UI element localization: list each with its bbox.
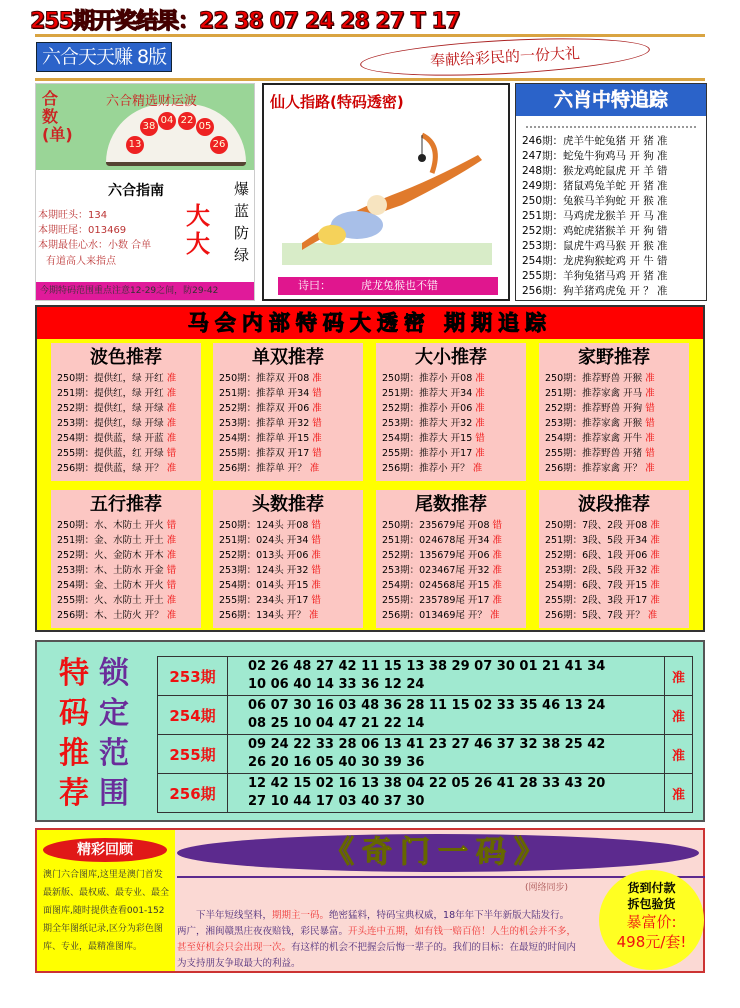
result-mark: 错	[166, 448, 177, 459]
review-text: 澳门六合图库,这里是澳门首发最新版、最权威、最专业、最全面图库,随时提供查看001-152期全年图纸记录,区分为彩色图库、专业，最精准图库。	[43, 870, 170, 952]
recommend-text: 253期：2段、5段 开32	[545, 565, 648, 576]
lock-range-label: 锁定范围	[99, 656, 129, 811]
cartoon-illustration	[282, 125, 492, 265]
recommend-title: 家野推荐	[578, 347, 650, 368]
result-mark: 准	[308, 610, 319, 621]
recommend-text: 251期：提供红，绿 开红	[57, 388, 164, 399]
recommend-row	[51, 431, 201, 446]
price-value: 498元/套!	[616, 933, 687, 951]
result-mark: 准	[475, 418, 485, 429]
lock-row	[158, 657, 693, 696]
numbers-line: 12 42 15 02 16 13 38 04 22 05 26 41 28 33 43 20	[248, 776, 606, 791]
recommend-text: 253期：推荐单 开32	[219, 418, 310, 429]
recommend-row	[539, 371, 689, 386]
recommend-row	[51, 461, 201, 476]
lock-row	[158, 735, 693, 774]
color-tip: 爆蓝防绿	[234, 180, 250, 264]
recommend-text: 256期：013469尾 开？	[382, 610, 487, 621]
guide-line: 本期旺头：134	[38, 210, 108, 221]
result-mark: 错	[645, 418, 655, 429]
result-mark: 准	[665, 735, 693, 774]
recommend-text: 251期：024头 开34	[219, 535, 309, 546]
recommend-row	[213, 608, 363, 623]
result-mark: 错	[645, 403, 655, 414]
guide-line: 本期旺尾：013469	[38, 225, 127, 236]
recommend-title: 头数推荐	[252, 494, 324, 515]
recommend-box	[376, 343, 526, 481]
recommend-row	[213, 461, 363, 476]
gift-slogan: 奉献给彩民的一份大礼	[359, 32, 650, 81]
recommend-row	[213, 431, 363, 446]
recommend-row	[51, 563, 201, 578]
recommend-box	[51, 490, 201, 628]
result-mark: 准	[645, 373, 655, 384]
zodiac-row: 251期：马鸡虎龙猴羊 开 马 准	[522, 210, 668, 222]
result-mark: 准	[166, 403, 177, 414]
result-mark: 错	[312, 418, 322, 429]
result-mark: 准	[311, 580, 321, 591]
period: 255期	[158, 735, 228, 774]
numbers-line: 08 25 10 04 47 21 22 14	[248, 716, 425, 731]
result-mark: 准	[665, 774, 693, 813]
number-ball: 26	[210, 136, 228, 154]
recommend-row	[376, 533, 526, 548]
immortal-panel	[262, 83, 510, 301]
result-mark: 错	[311, 520, 321, 531]
recommend-text: 253期：推荐家禽 开猴	[545, 418, 643, 429]
recommend-text: 256期：134头 开？	[219, 610, 306, 621]
recommend-row	[539, 446, 689, 461]
result-mark: 错	[166, 580, 177, 591]
result-mark: 错	[475, 433, 485, 444]
numbers	[228, 735, 665, 774]
recommend-text: 255期：火、水防土 开土	[57, 595, 164, 606]
divider	[35, 78, 705, 81]
recommend-text: 250期：7段、2段 开08	[545, 520, 648, 531]
recommend-row	[213, 548, 363, 563]
recommend-text: 252期：135679尾 开06	[382, 550, 490, 561]
zodiac-row: 253期：鼠虎牛鸡马猴 开 猴 准	[522, 240, 668, 252]
fan-section	[36, 84, 254, 170]
result-mark: 准	[475, 403, 485, 414]
recommend-row	[539, 593, 689, 608]
recommend-row	[51, 401, 201, 416]
zodiac-row: 252期：鸡蛇虎猪猴羊 开 狗 错	[522, 225, 668, 237]
result-mark: 准	[650, 535, 660, 546]
ad-paragraph	[177, 908, 577, 972]
ad-text: 有这样的机会不把握会后悔一辈子的。我们的目标：在最短的时间内为支持朋友争取最大的利益。	[177, 942, 577, 969]
result-mark: 准	[650, 580, 660, 591]
result-mark: 准	[489, 610, 500, 621]
recommend-row	[213, 533, 363, 548]
recommend-text: 250期：235679尾 开08	[382, 520, 490, 531]
six-zodiac-title: 六肖中特追踪	[516, 84, 706, 116]
recommend-row	[539, 386, 689, 401]
recommend-text: 254期：6段、7段 开15	[545, 580, 648, 591]
recommend-row	[376, 518, 526, 533]
recommend-row	[539, 461, 689, 476]
recommend-text: 255期：推荐双 开17	[219, 448, 310, 459]
result-mark: 准	[650, 520, 660, 531]
recommend-text: 255期：234头 开17	[219, 595, 309, 606]
result-mark: 准	[166, 610, 177, 621]
zodiac-row: 249期：猪鼠鸡兔羊蛇 开 猪 准	[522, 180, 668, 192]
result-mark: 错	[311, 565, 321, 576]
zodiac-row: 255期：羊狗兔猪马鸡 开 猪 准	[522, 270, 668, 282]
fan-side-label: 合数(单)	[42, 89, 73, 144]
zodiac-row: 247期：蛇兔牛狗鸡马 开 狗 准	[522, 150, 668, 162]
fan-icon	[106, 104, 246, 166]
recommend-row	[376, 548, 526, 563]
result-mark: 准	[492, 580, 503, 591]
guide-line: 有道高人来指点	[46, 256, 116, 267]
numbers	[228, 657, 665, 696]
recommend-text: 250期：推荐小 开08	[382, 373, 473, 384]
sync-label: (网络同步)	[525, 883, 569, 893]
result-mark: 准	[166, 535, 177, 546]
zodiac-row: 246期：虎羊牛蛇兔猪 开 猪 准	[522, 135, 668, 147]
recommend-row	[51, 386, 201, 401]
recommend-text: 252期：推荐野兽 开狗	[545, 403, 643, 414]
recommend-title: 单双推荐	[252, 347, 324, 368]
recommend-text: 254期：提供蓝，绿 开蓝	[57, 433, 164, 444]
price-label: 暴富价:	[626, 913, 677, 931]
recommend-text: 250期：水、木防土 开火	[57, 520, 164, 531]
number-ball: 13	[126, 136, 144, 154]
recommend-row	[51, 371, 201, 386]
number-ball: 22	[178, 112, 196, 130]
recommend-text: 252期：推荐小 开06	[382, 403, 473, 414]
recommend-row	[51, 548, 201, 563]
result-mark: 准	[665, 696, 693, 735]
numbers-line: 09 24 22 33 28 06 13 41 23 27 46 37 32 38 25 42	[248, 737, 606, 752]
recommend-text: 256期：推荐单 开？	[219, 463, 307, 474]
recommend-text: 254期：推荐家禽 开牛	[545, 433, 643, 444]
result-mark: 准	[166, 433, 177, 444]
deal-line: 货到付款	[627, 881, 676, 895]
qimen-banner: 《奇门一码》	[177, 834, 699, 872]
recommend-text: 256期：推荐家禽 开？	[545, 463, 643, 474]
recommend-text: 250期：124头 开08	[219, 520, 309, 531]
numbers-line: 10 06 40 14 33 36 12 24	[248, 677, 425, 692]
recommend-title: 五行推荐	[90, 494, 162, 515]
period: 256期	[158, 774, 228, 813]
big-label: 大大	[186, 202, 210, 258]
edition-label: 六合天天赚 8版	[36, 42, 172, 72]
recommend-row	[51, 416, 201, 431]
recommend-text: 254期：推荐大 开15	[382, 433, 473, 444]
zodiac-row: 256期：狗羊猪鸡虎兔 开 ？ 准	[522, 285, 668, 297]
result-mark: 准	[650, 565, 660, 576]
recommend-text: 253期：提供红，绿 开绿	[57, 418, 164, 429]
divider	[35, 34, 705, 37]
recommend-row	[539, 533, 689, 548]
lock-row	[158, 696, 693, 735]
recommend-text: 250期：推荐双 开08	[219, 373, 310, 384]
recommend-row	[376, 608, 526, 623]
recommend-row	[213, 563, 363, 578]
recommend-row	[376, 563, 526, 578]
guide-line: 本期最佳心水：小数 合单	[38, 240, 152, 251]
recommend-text: 255期：提供蓝，红 开绿	[57, 448, 164, 459]
deal-line: 拆包验货	[627, 897, 676, 911]
recommend-row	[539, 548, 689, 563]
result-mark: 准	[475, 448, 485, 459]
recommend-row	[51, 533, 201, 548]
recommend-row	[213, 416, 363, 431]
bottom-ad-section	[35, 828, 705, 973]
ad-text-highlight: 开头连中五期，如有钱一赔百倍！人生的机会并不多，甚至好机会只会出现一次。	[177, 926, 577, 953]
result-mark: 准	[312, 373, 322, 384]
recommend-text: 253期：124头 开32	[219, 565, 309, 576]
guide-title: 六合指南	[108, 183, 164, 199]
six-zodiac-panel	[515, 83, 707, 301]
recommend-text: 252期：提供红，绿 开绿	[57, 403, 164, 414]
recommend-text: 253期：023467尾 开32	[382, 565, 490, 576]
result-mark: 错	[312, 388, 322, 399]
numbers-line: 26 20 16 05 40 30 39 36	[248, 755, 425, 770]
recommend-title: 尾数推荐	[415, 494, 487, 515]
ad-text: 绝密猛料，特码宝典权威，18年年下半年新版大陆发行。两广，湘闽赣黑庄夜夜赔钱，彩民暴富。	[177, 910, 570, 937]
recommend-row	[539, 431, 689, 446]
result-mark: 准	[166, 595, 177, 606]
result-mark: 准	[492, 550, 503, 561]
period: 254期	[158, 696, 228, 735]
result-mark: 准	[475, 373, 485, 384]
fan-title: 六合精选财运波	[106, 94, 198, 109]
recommend-text: 251期：推荐大 开34	[382, 388, 473, 399]
immortal-title: 仙人指路(特码透密)	[270, 93, 404, 111]
result-mark: 准	[472, 463, 483, 474]
recommend-text: 255期：235789尾 开17	[382, 595, 490, 606]
recommend-text: 254期：024568尾 开15	[382, 580, 490, 591]
result-mark: 准	[645, 463, 655, 474]
recommend-text: 253期：木、土防水 开金	[57, 565, 164, 576]
range-tip: 今期特码范围重点注意12-29之间，防29-42	[36, 282, 254, 300]
numbers-line: 02 26 48 27 42 11 15 13 38 29 07 30 01 21 41 34	[248, 659, 606, 674]
lock-row	[158, 774, 693, 813]
review-box	[37, 830, 175, 971]
recommend-row	[539, 578, 689, 593]
recommend-row	[51, 578, 201, 593]
result-mark: 准	[492, 595, 503, 606]
fan-guide-panel	[35, 83, 255, 301]
recommend-row	[213, 386, 363, 401]
recommend-row	[539, 608, 689, 623]
poem-label: 诗曰：	[298, 279, 331, 292]
result-mark: 准	[650, 595, 660, 606]
recommend-row	[376, 371, 526, 386]
recommend-row	[213, 578, 363, 593]
recommend-text: 252期：6段、1段 开06	[545, 550, 648, 561]
recommend-row	[539, 563, 689, 578]
result-mark: 错	[312, 448, 322, 459]
recommend-row	[51, 518, 201, 533]
period: 253期	[158, 657, 228, 696]
recommend-row	[539, 401, 689, 416]
zodiac-row: 254期：龙虎狗猴蛇鸡 开 牛 错	[522, 255, 668, 267]
number-ball: 04	[158, 112, 176, 130]
recommend-box	[213, 343, 363, 481]
recommend-text: 254期：金、土防木 开火	[57, 580, 164, 591]
recommend-box	[51, 343, 201, 481]
recommend-text: 252期：推荐双 开06	[219, 403, 310, 414]
recommend-text: 256期：5段、7段 开？	[545, 610, 645, 621]
recommend-row	[51, 608, 201, 623]
recommend-title: 大小推荐	[415, 347, 487, 368]
numbers-line: 27 10 44 17 03 40 37 30	[248, 794, 425, 809]
recommend-text: 253期：推荐大 开32	[382, 418, 473, 429]
review-title: 精彩回顾	[43, 838, 167, 862]
recommend-row	[539, 518, 689, 533]
result-mark: 准	[166, 463, 177, 474]
number-ball: 38	[140, 118, 158, 136]
lock-range-section	[35, 640, 705, 822]
draw-result-title: 255期开奖结果：22 38 07 24 28 27 T 17	[30, 9, 460, 34]
result-mark: 准	[309, 463, 320, 474]
recommend-row	[51, 446, 201, 461]
special-code-section	[35, 305, 705, 632]
recommend-text: 256期：木、土防火 开？	[57, 610, 164, 621]
result-mark: 错	[166, 565, 177, 576]
six-zodiac-list	[516, 134, 706, 299]
recommend-row	[376, 431, 526, 446]
result-mark: 错	[166, 520, 177, 531]
recommend-text: 256期：推荐小 开？	[382, 463, 470, 474]
recommend-row	[376, 578, 526, 593]
result-mark: 准	[312, 403, 322, 414]
ad-text: 下半年短线坚料，	[196, 910, 273, 921]
result-mark: 准	[166, 418, 177, 429]
result-mark: 错	[492, 520, 503, 531]
recommend-row	[376, 401, 526, 416]
recommend-row	[376, 386, 526, 401]
recommend-row	[376, 593, 526, 608]
recommend-text: 255期：推荐小 开17	[382, 448, 473, 459]
result-mark: 准	[475, 388, 485, 399]
recommend-text: 251期：金、水防土 开土	[57, 535, 164, 546]
section-banner: 马会内部特码大透密 期期追踪	[37, 307, 703, 339]
recommend-text: 251期：推荐单 开34	[219, 388, 310, 399]
numbers	[228, 696, 665, 735]
recommend-row	[213, 518, 363, 533]
recommend-text: 251期：推荐家禽 开马	[545, 388, 643, 399]
lock-table	[157, 656, 693, 813]
result-mark: 准	[645, 433, 655, 444]
recommend-row	[376, 416, 526, 431]
poem-text: 虎龙兔猴也不错	[361, 279, 438, 292]
number-ball: 05	[196, 118, 214, 136]
result-mark: 准	[311, 550, 321, 561]
recommend-row	[539, 416, 689, 431]
recommend-box	[539, 490, 689, 628]
price-badge	[599, 870, 704, 970]
recommend-text: 256期：提供蓝，绿 开？	[57, 463, 164, 474]
result-mark: 准	[312, 433, 322, 444]
result-mark: 准	[492, 565, 503, 576]
recommend-text: 252期：火、金防木 开木	[57, 550, 164, 561]
recommend-text: 255期：推荐野兽 开猪	[545, 448, 643, 459]
result-mark: 准	[492, 535, 503, 546]
result-mark: 准	[647, 610, 658, 621]
ad-text-highlight: 期期主一码。	[272, 910, 330, 921]
result-mark: 准	[645, 388, 655, 399]
recommend-text: 254期：推荐单 开15	[219, 433, 310, 444]
recommend-row	[376, 461, 526, 476]
recommend-box	[539, 343, 689, 481]
zodiac-row: 248期：猴龙鸡蛇鼠虎 开 羊 错	[522, 165, 668, 177]
result-mark: 错	[645, 448, 655, 459]
recommend-text: 250期：推荐野兽 开猴	[545, 373, 643, 384]
recommend-title: 波色推荐	[90, 347, 162, 368]
recommend-row	[213, 401, 363, 416]
result-mark: 准	[166, 373, 177, 384]
recommend-row	[213, 446, 363, 461]
poem-bar	[278, 277, 498, 295]
recommend-row	[213, 371, 363, 386]
result-mark: 准	[166, 550, 177, 561]
recommend-text: 251期：024678尾 开34	[382, 535, 490, 546]
recommend-box	[213, 490, 363, 628]
result-mark: 准	[665, 657, 693, 696]
special-recommend-label: 特码推荐	[59, 656, 89, 811]
recommend-box	[376, 490, 526, 628]
recommend-text: 255期：2段、3段 开17	[545, 595, 648, 606]
recommend-text: 250期：提供红，绿 开红	[57, 373, 164, 384]
divider	[526, 116, 696, 128]
numbers-line: 06 07 30 16 03 48 36 28 11 15 02 33 35 46 13 24	[248, 698, 606, 713]
recommend-row	[213, 593, 363, 608]
result-mark: 错	[311, 595, 321, 606]
result-mark: 错	[311, 535, 321, 546]
result-mark: 准	[650, 550, 660, 561]
recommend-text: 254期：014头 开15	[219, 580, 309, 591]
recommend-row	[376, 446, 526, 461]
zodiac-row: 250期：兔猴马羊狗蛇 开 猴 准	[522, 195, 668, 207]
numbers	[228, 774, 665, 813]
recommend-text: 251期：3段、5段 开34	[545, 535, 648, 546]
recommend-title: 波段推荐	[578, 494, 650, 515]
recommend-row	[51, 593, 201, 608]
recommend-text: 252期：013头 开06	[219, 550, 309, 561]
result-mark: 准	[166, 388, 177, 399]
